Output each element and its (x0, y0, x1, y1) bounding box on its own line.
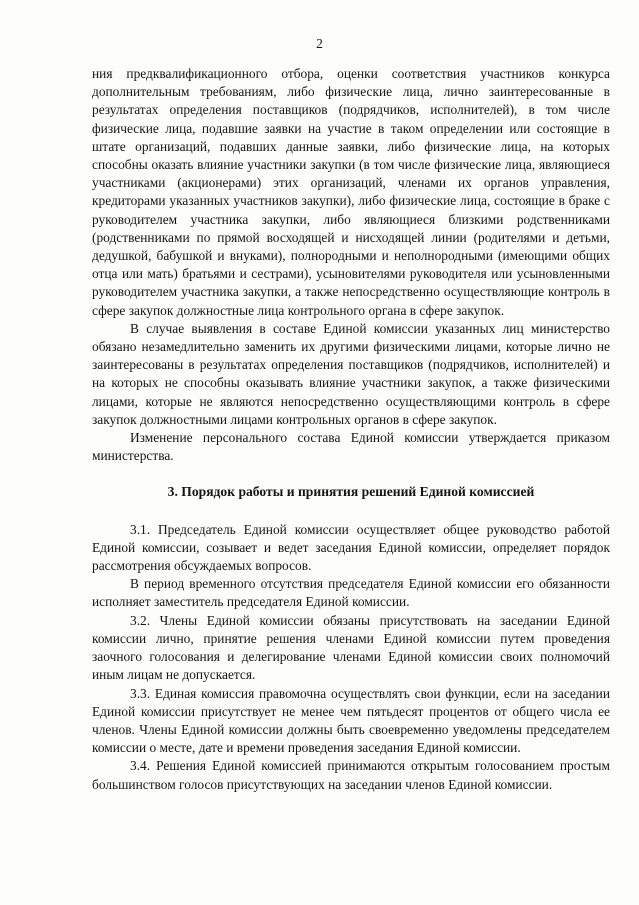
paragraph: Изменение персонального состава Единой комиссии утверждается приказом министерства. (92, 430, 610, 464)
document-body (92, 65, 610, 794)
paragraph: В случае выявления в составе Единой комиссии указанных лиц министерство обязано незамедлительно заменить их другими физическими лицами, которые лично не заинтересованы в результатах определения поставщиков (подрядчиков, исполнителей) и на которых не способны оказывать влияние участники закупок, а также физическими лицами, которые не являются непосредственно осуществляющими контроль в сфере закупок должностными лицами контрольных органов в сфере закупок. (92, 320, 610, 427)
paragraph: ния предквалификационного отбора, оценки соответствия участников конкурса дополнительным требованиям, либо физические лица, лично заинтересованные в результатах определения поставщиков (подрядчиков, исполнителей), в том числе физические лица, подавшие заявки на участие в таком определении или состоящие в штате организаций, подавших данные заявки, либо физические лица, на которых способны оказать влияние участники закупки (в том числе физические лица, являющиеся участниками (акционерами) этих организаций, членами их органов управления, кредиторами указанных участников закупки), либо физические лица, состоящие в браке с руководителем участника закупки, либо являющиеся близкими родственниками (родственниками по прямой восходящей и нисходящей линии (родителями и детьми, дедушкой, бабушкой и внуками), полнородными и неполнородными (имеющими общих отца или мать) братьями и сестрами), усыновителями руководителя или усыновленными руководителем участника закупки, а также непосредственно осуществляющие контроль в сфере закупок должностные лица контрольного органа в сфере закупок. (92, 66, 610, 318)
page-number: 2 (316, 36, 323, 51)
paragraph: 3.4. Решения Единой комиссией принимаются открытым голосованием простым большинством голосов присутствующих на заседании членов Единой комиссии. (92, 758, 610, 792)
paragraph: 3.3. Единая комиссия правомочна осуществлять свои функции, если на заседании Единой комиссии присутствует не менее чем пятьдесят процентов от общего числа ее членов. Члены Единой комиссии должны быть своевременно уведомлены председателем комиссии о месте, дате и времени проведения заседания Единой комиссии. (92, 685, 610, 756)
paragraph: В период временного отсутствия председателя Единой комиссии его обязанности исполняет заместитель председателя Единой комиссии. (92, 576, 610, 610)
paragraph: 3.1. Председатель Единой комиссии осуществляет общее руководство работой Единой комиссии, созывает и ведет заседания Единой комиссии, определяет порядок рассмотрения обсуждаемых вопросов. (92, 521, 610, 574)
section-title: 3. Порядок работы и принятия решений Единой комиссией (167, 484, 535, 500)
paragraph: 3.2. Члены Единой комиссии обязаны присутствовать на заседании Единой комиссии лично, принятие решения членами Единой комиссии путем проведения заочного голосования и делегирование членами Единой комиссии своих полномочий иным лицам не допускается. (92, 612, 610, 683)
